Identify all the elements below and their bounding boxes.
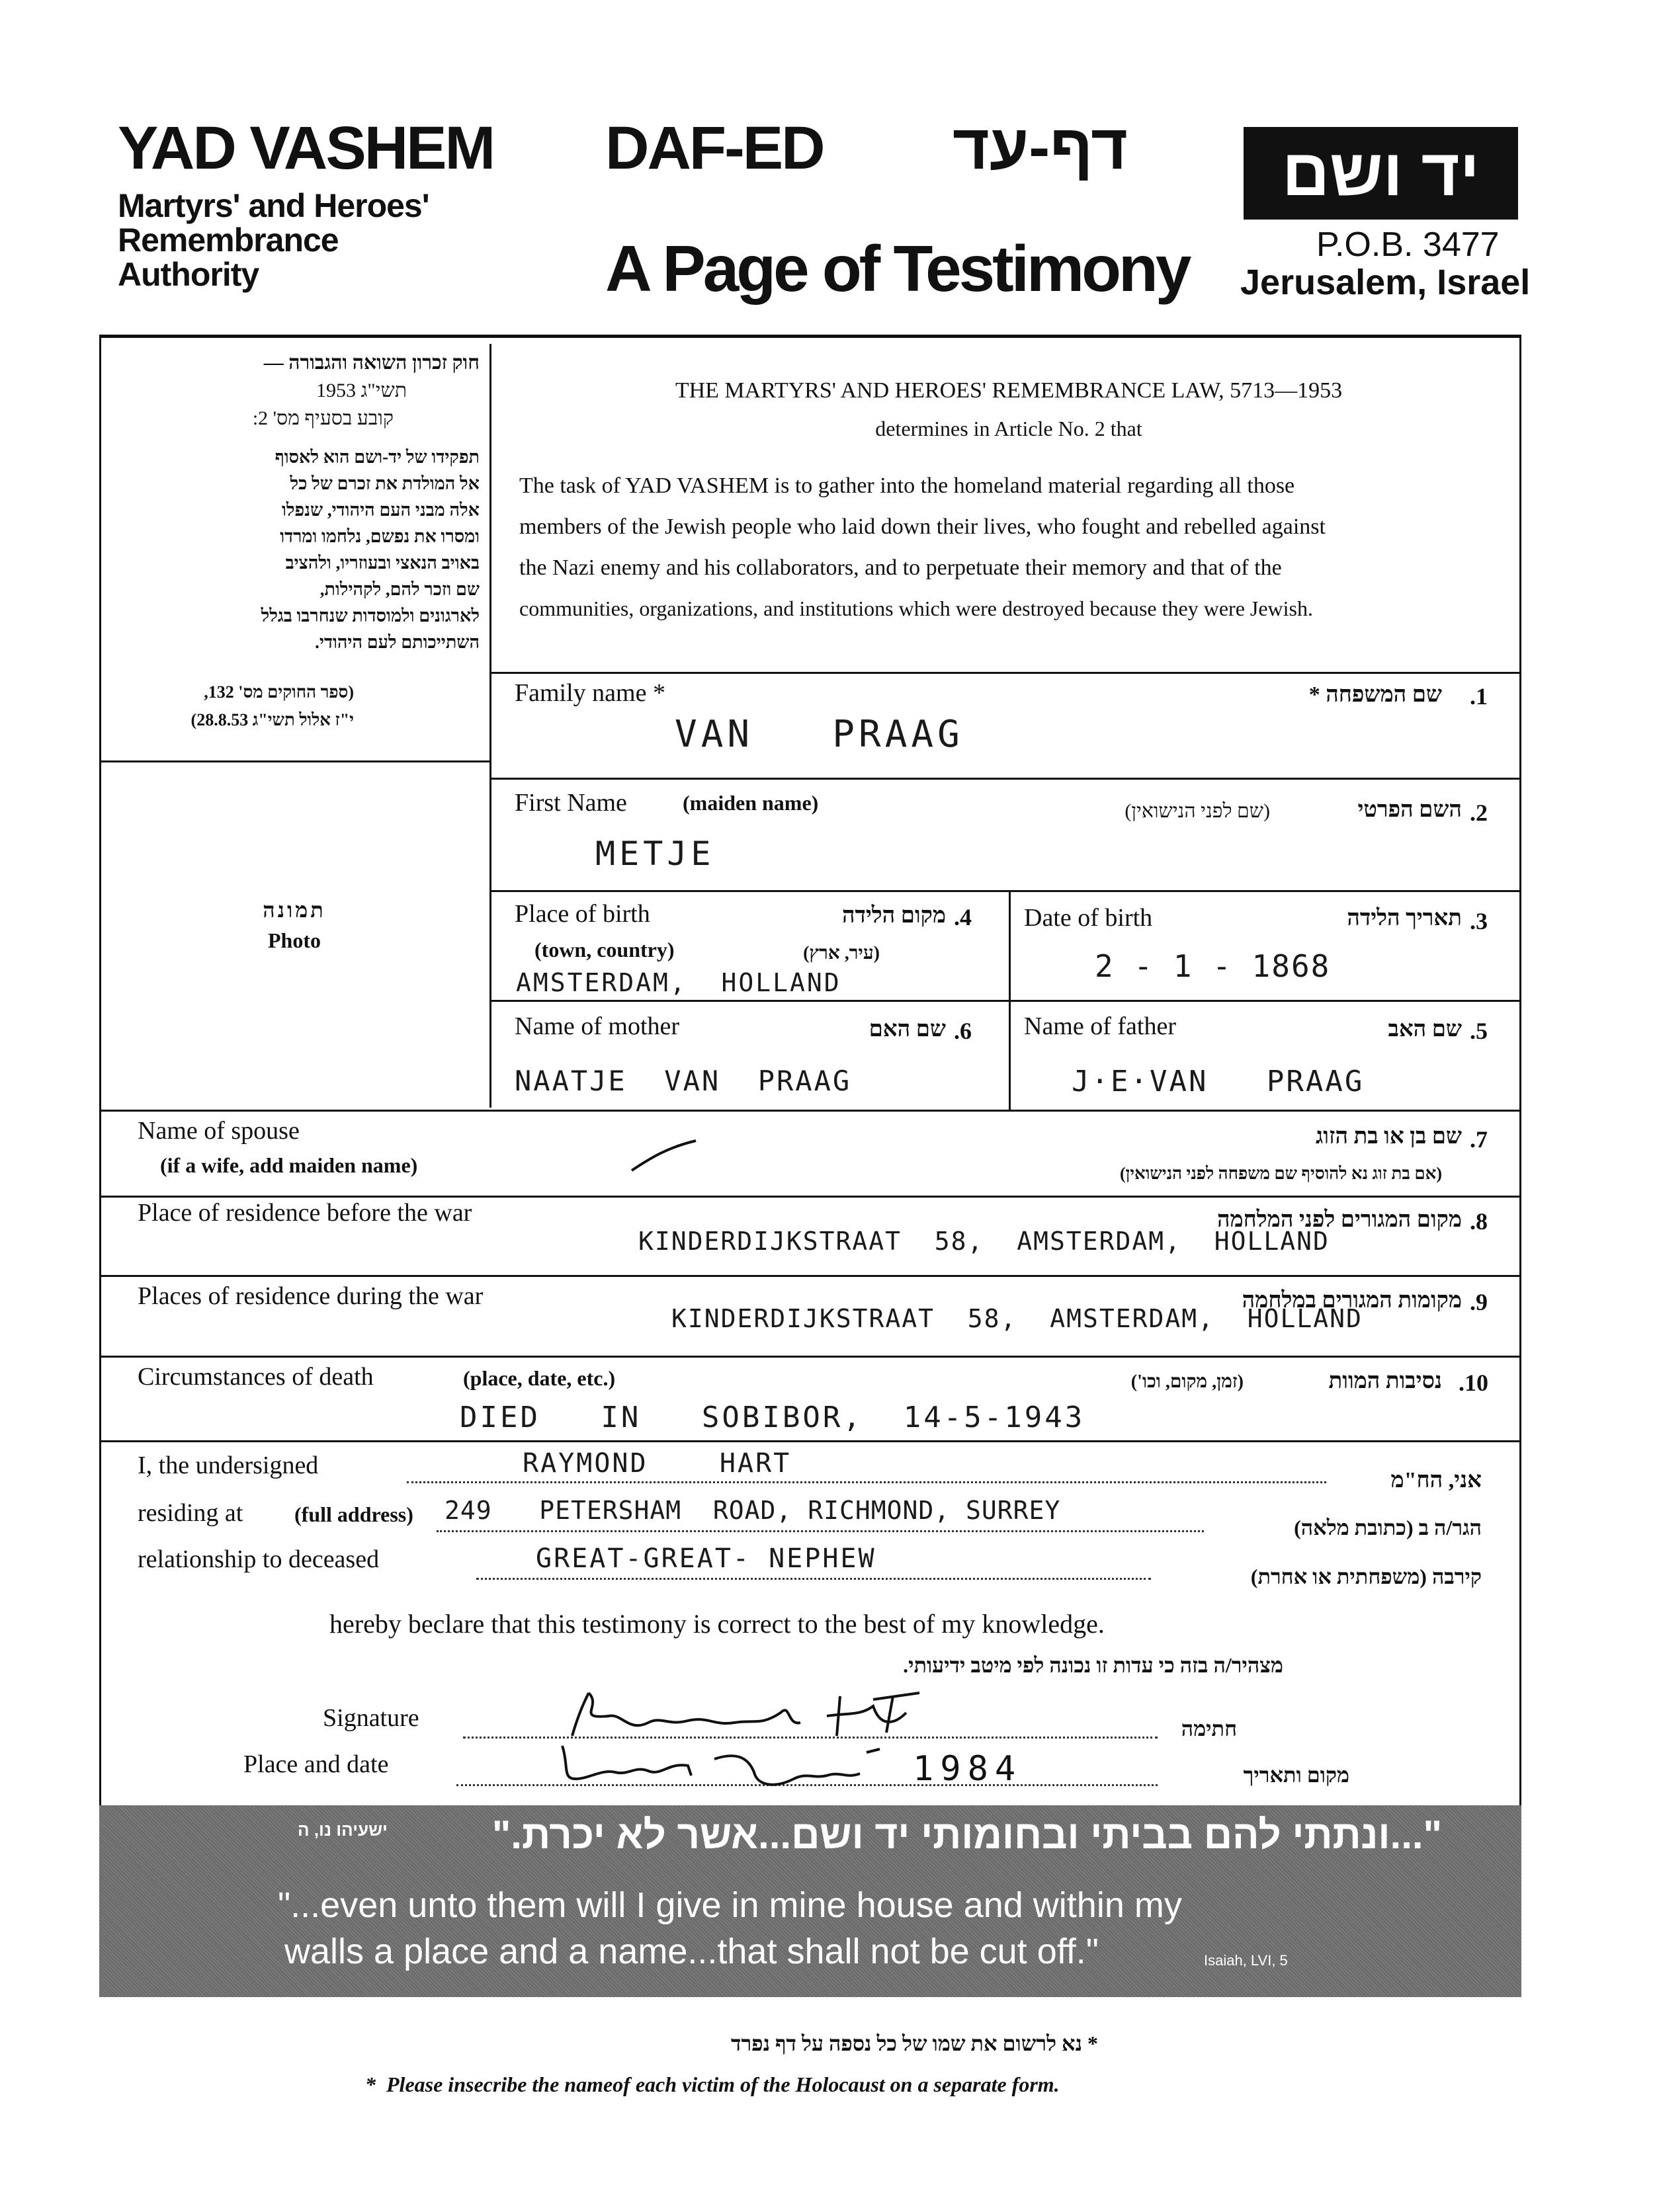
date-of-birth-label: Date of birth	[1024, 904, 1153, 932]
banner-hebrew-ref: ישעיהו נו, ה	[298, 1820, 388, 1840]
family-name-num: .1	[1470, 683, 1488, 710]
daf-ed-latin: DAF-ED	[605, 114, 824, 182]
declaration-statement-he: מצהיר/ה בזה כי עדות זו נכונה לפי מיטב ידיעותי.	[903, 1653, 1283, 1677]
undersigned-label: I, the undersigned	[138, 1452, 319, 1479]
place-of-birth-label-sub: (town, country)	[534, 938, 675, 962]
death-circumstances-label-sub: (place, date, etc.)	[463, 1366, 616, 1390]
photo-label: Photo	[268, 928, 321, 952]
org-line-1: Martyrs' and Heroes'	[118, 187, 429, 224]
rule-f2	[489, 890, 1521, 892]
law-divider	[489, 344, 491, 1108]
footer-note-hebrew: * נא לרשום את שמו של כל נספה על דף נפרד	[731, 2031, 1098, 2055]
pob: P.O.B. 3477	[1316, 225, 1500, 264]
law-hebrew-ref-1: (ספר החוקים מס' 132,	[204, 682, 354, 702]
spouse-label-he: שם בן או בת הזוג	[1316, 1124, 1462, 1149]
mother-name-label: Name of mother	[515, 1012, 680, 1040]
rule-f1	[489, 778, 1521, 780]
address-line	[437, 1530, 1204, 1532]
residence-during-num: .9	[1470, 1289, 1488, 1315]
spouse-dash-mark	[628, 1137, 701, 1177]
signature-label-he: חתימה	[1181, 1717, 1237, 1741]
law-body-2: members of the Jewish people who laid down their lives, who fought and rebelled against	[519, 514, 1326, 539]
yad-vashem-logo	[1244, 127, 1518, 220]
banner-english-line-2: walls a place and a name...that shall not be cut off."	[284, 1932, 1099, 1971]
residence-during-label-he: מקומות המגורים במלחמה	[1242, 1288, 1462, 1313]
signature-label: Signature	[323, 1704, 419, 1732]
residence-before-num: .8	[1470, 1208, 1488, 1235]
father-name-num: .5	[1470, 1018, 1488, 1044]
family-name-value[interactable]: VAN PRAAG	[675, 713, 964, 756]
mother-name-label-he: שם האם	[869, 1017, 946, 1042]
place-of-birth-num: .4	[954, 904, 972, 930]
first-name-label: First Name	[515, 789, 627, 817]
org-name: YAD VASHEM	[118, 114, 494, 182]
place-of-birth-value[interactable]: AMSTERDAM, HOLLAND	[516, 968, 841, 997]
declaration-statement: hereby beclare that this testimony is correct to the best of my knowledge.	[329, 1609, 1105, 1639]
org-line-3: Authority	[118, 256, 259, 293]
address-value[interactable]: 249 PETERSHAM ROAD, RICHMOND, SURREY	[445, 1496, 1061, 1525]
frame-right	[1519, 335, 1521, 1825]
place-of-birth-label: Place of birth	[515, 900, 650, 928]
place-date-label: Place and date	[243, 1750, 389, 1778]
law-hebrew-body-2: אל המולדת את זכרם של כל	[290, 473, 480, 493]
father-name-label-he: שם האב	[1388, 1017, 1462, 1042]
first-name-label-he-sub: (שם לפני הנישואין)	[1125, 800, 1270, 822]
place-date-label-he: מקום ותאריך	[1243, 1763, 1349, 1787]
place-of-birth-label-he: מקום הלידה	[841, 903, 946, 928]
law-hebrew-line-2: תשי"ג 1953	[316, 380, 407, 401]
relation-line	[476, 1578, 1151, 1580]
banner-english-ref: Isaiah, LVI, 5	[1204, 1952, 1288, 1969]
footer-note-english: * Please insecribe the nameof each victim of the Holocaust on a separate form.	[365, 2072, 1060, 2096]
city: Jerusalem, Israel	[1240, 263, 1531, 302]
death-circumstances-label-he-sub: (זמן, מקום, וכו')	[1130, 1372, 1244, 1392]
rule-f10	[99, 1440, 1521, 1442]
address-label-sub: (full address)	[294, 1502, 413, 1526]
law-body-3: the Nazi enemy and his collaborators, and to perpetuate their memory and that of the	[519, 555, 1282, 580]
place-of-birth-label-he-sub: (עיר, ארץ)	[803, 943, 880, 963]
first-name-value[interactable]: METJE	[595, 835, 715, 873]
death-circumstances-label-he: נסיבות המוות	[1328, 1369, 1442, 1393]
father-name-label: Name of father	[1024, 1012, 1176, 1040]
law-hebrew-ref-2: י"ז אלול תשי"ג 28.8.53)	[191, 710, 354, 729]
photo-label-hebrew: תמונה	[263, 898, 326, 922]
relation-label: relationship to deceased	[138, 1545, 380, 1573]
frame-left	[99, 335, 101, 1825]
address-label-he: הגר/ה ב (כתובת מלאה)	[1294, 1516, 1482, 1539]
banner-english-line-1: "...even unto them will I give in mine house and within my	[278, 1885, 1182, 1925]
residence-during-value[interactable]: KINDERDIJKSTRAAT 58, AMSTERDAM, HOLLAND	[671, 1304, 1363, 1333]
photo-top-rule	[99, 760, 489, 762]
death-circumstances-num: .10	[1459, 1370, 1488, 1396]
relation-label-he: קירבה (משפחתית או אחרת)	[1250, 1565, 1482, 1588]
law-subtitle: determines in Article No. 2 that	[875, 417, 1142, 440]
rule-f5	[99, 1110, 1521, 1112]
family-name-label-he: שם המשפחה *	[1308, 682, 1442, 707]
law-body-1: The task of YAD VASHEM is to gather into the homeland material regarding all those	[519, 473, 1295, 498]
law-hebrew-body-5: באויב הנאצי ובעוזריו, ולהציב	[285, 553, 480, 573]
header-rule	[99, 335, 1521, 338]
date-of-birth-num: .3	[1470, 908, 1488, 934]
spouse-label-sub: (if a wife, add maiden name)	[160, 1153, 418, 1177]
address-label: residing at	[138, 1499, 243, 1527]
law-hebrew-body-8: השתייכותם לעם היהודי.	[315, 632, 480, 652]
law-hebrew-line-3: קובע בסעיף מס' 2:	[252, 407, 394, 429]
law-body-4: communities, organizations, and institutions which were destroyed because they were Jewish.	[519, 596, 1313, 620]
residence-during-label: Places of residence during the war	[138, 1282, 484, 1310]
law-title: THE MARTYRS' AND HEROES' REMEMBRANCE LAW, 5713—1953	[675, 378, 1343, 403]
undersigned-label-he: אני, הח"מ	[1390, 1468, 1482, 1493]
mother-name-num: .6	[954, 1018, 972, 1044]
residence-before-label: Place of residence before the war	[138, 1199, 472, 1227]
org-line-2: Remembrance	[118, 222, 339, 259]
first-name-label-sub: (maiden name)	[683, 791, 819, 815]
death-circumstances-label: Circumstances of death	[138, 1363, 374, 1391]
place-date-value[interactable]	[556, 1733, 1058, 1795]
relation-value[interactable]: GREAT-GREAT- NEPHEW	[536, 1543, 876, 1574]
death-circumstances-value[interactable]: DIED IN SOBIBOR, 14-5-1943	[460, 1401, 1085, 1434]
page-title: A Page of Testimony	[605, 232, 1189, 305]
quote-banner	[99, 1805, 1521, 1997]
mother-name-value[interactable]: NAATJE VAN PRAAG	[515, 1065, 852, 1097]
rule-f9	[99, 1356, 1521, 1358]
banner-hebrew-quote: "...ונתתי להם בביתי ובחומותי יד ושם...אשר לא יכרת."	[491, 1813, 1442, 1857]
spouse-num: .7	[1470, 1126, 1488, 1153]
first-name-num: .2	[1470, 799, 1488, 826]
law-bottom-rule	[489, 672, 1521, 674]
law-hebrew-body-1: תפקידו של יד-ושם הוא לאסוף	[275, 447, 480, 467]
law-hebrew-body-7: לארגונים ולמוסדות שנחרבו בגלל	[261, 606, 480, 626]
law-hebrew-body-3: אלה מבני העם היהודי, שנפלו	[281, 500, 480, 520]
first-name-label-he: השם הפרטי	[1357, 798, 1462, 822]
spouse-label: Name of spouse	[138, 1117, 300, 1145]
rule-f7	[99, 1196, 1521, 1198]
residence-before-value[interactable]: KINDERDIJKSTRAAT 58, AMSTERDAM, HOLLAND	[638, 1227, 1330, 1256]
father-name-value[interactable]: J·E·VAN PRAAG	[1072, 1065, 1365, 1098]
date-of-birth-value[interactable]: 2 - 1 - 1868	[1095, 948, 1331, 984]
residence-before-label-he: מקום המגורים לפני המלחמה	[1216, 1208, 1462, 1232]
law-hebrew-body-4: ומסרו את נפשם, נלחמו ומרדו	[280, 526, 480, 546]
law-hebrew-line-1: חוק זכרון השואה והגבורה —	[263, 352, 480, 374]
logo-hebrew-text: יד ושם	[1282, 136, 1480, 210]
undersigned-line	[407, 1481, 1326, 1483]
spouse-label-he-sub: (אם בת זוג נא להוסיף שם משפחה לפני הנישואין)	[1119, 1164, 1442, 1183]
undersigned-value[interactable]: RAYMOND HART	[523, 1448, 792, 1479]
svg-text:1984: 1984	[913, 1749, 1023, 1789]
law-hebrew-body-6: שם וזכר להם, לקהילות,	[319, 579, 480, 599]
date-of-birth-label-he: תאריך הלידה	[1347, 906, 1462, 930]
daf-ed-hebrew: דף-עד	[953, 112, 1128, 183]
rule-f3	[489, 1000, 1521, 1002]
family-name-label: Family name *	[515, 679, 665, 707]
rule-f8	[99, 1275, 1521, 1277]
